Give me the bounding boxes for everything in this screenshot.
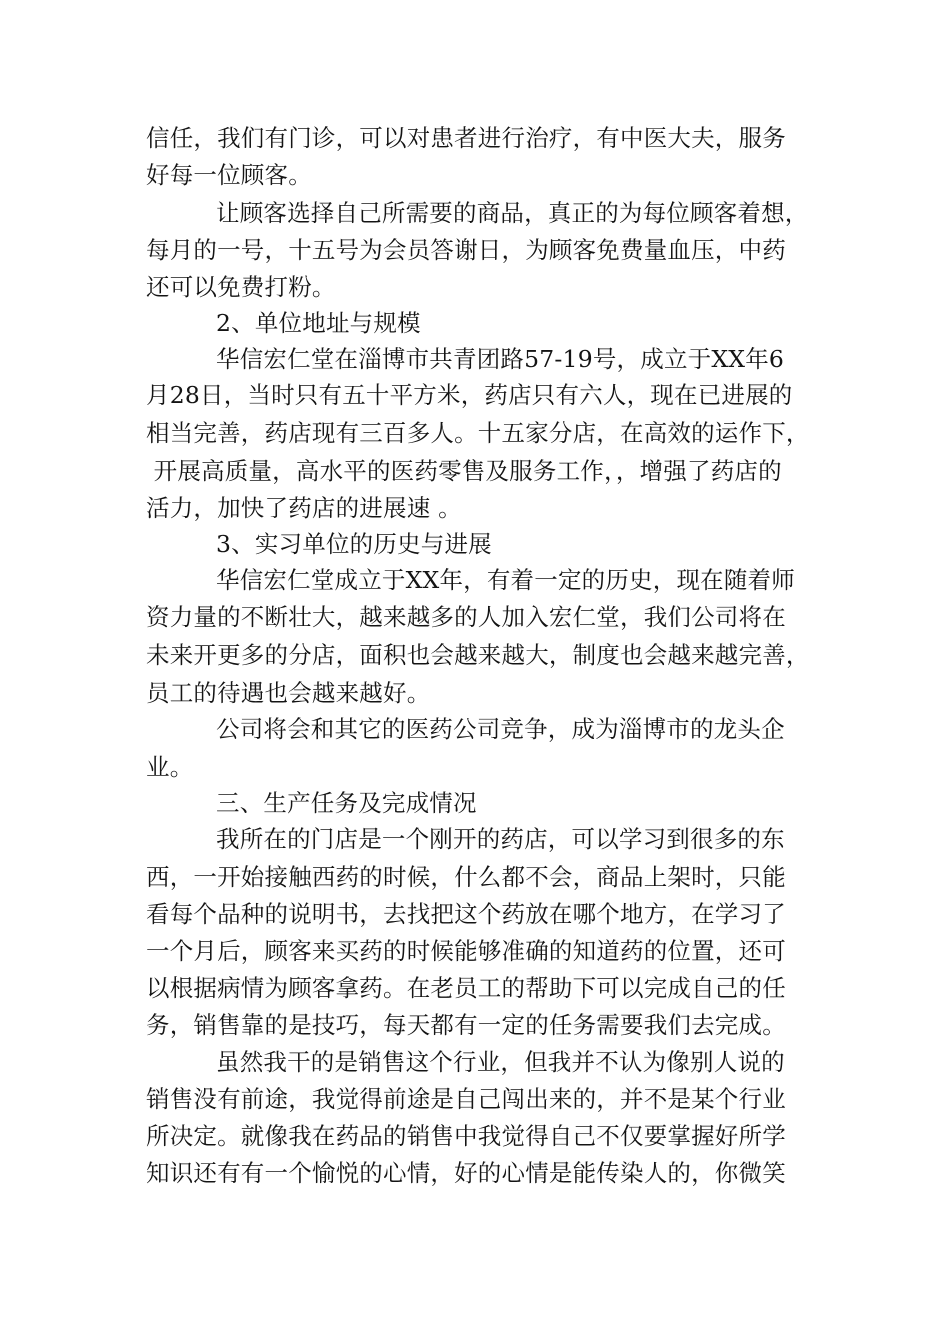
text-line: 所决定。就像我在药品的销售中我觉得自己不仅要掌握好所学 — [146, 1122, 786, 1150]
text-line: 开展高质量，高水平的医药零售及服务工作，，增强了药店的 — [146, 457, 782, 485]
text-line: 一个月后，顾客来买药的时候能够准确的知道药的位置，还可 — [146, 937, 786, 965]
text-line: 务，销售靠的是技巧，每天都有一定的任务需要我们去完成。 — [146, 1011, 786, 1039]
text-line: 未来开更多的分店，面积也会越来越大，制度也会越来越完善， — [146, 641, 810, 669]
text-line: 活力，加快了药店的进展速 。 — [146, 494, 462, 522]
text-line: 华信宏仁堂在淄博市共青团路57-19号，成立于XX年6 — [216, 345, 785, 373]
text-line: 每月的一号，十五号为会员答谢日，为顾客免费量血压，中药 — [146, 236, 786, 264]
text-line: 看每个品种的说明书，去找把这个药放在哪个地方，在学习了 — [146, 900, 786, 928]
text-line: 华信宏仁堂成立于XX年，有着一定的历史，现在随着师 — [216, 566, 795, 594]
text-line: 业。 — [146, 753, 194, 781]
text-line: 销售没有前途，我觉得前途是自己闯出来的，并不是某个行业 — [146, 1085, 786, 1113]
text-line: 还可以免费打粉。 — [146, 273, 336, 301]
text-line: 信任，我们有门诊，可以对患者进行治疗，有中医大夫，服务 — [146, 124, 786, 152]
text-line: 好每一位顾客。 — [146, 161, 312, 189]
text-line: 资力量的不断壮大，越来越多的人加入宏仁堂，我们公司将在 — [146, 603, 786, 631]
text-line: 以根据病情为顾客拿药。在老员工的帮助下可以完成自己的任 — [146, 974, 786, 1002]
text-line: 月28日，当时只有五十平方米，药店只有六人，现在已进展的 — [146, 381, 793, 409]
text-line: 我所在的门店是一个刚开的药店，可以学习到很多的东 — [216, 825, 785, 853]
text-line: 相当完善，药店现有三百多人。十五家分店，在高效的运作下， — [146, 419, 810, 447]
section-heading: 2、单位地址与规模 — [216, 309, 421, 337]
text-line: 西，一开始接触西药的时候，什么都不会，商品上架时，只能 — [146, 863, 786, 891]
text-line: 知识还有有一个愉悦的心情，好的心情是能传染人的，你微笑 — [146, 1159, 786, 1187]
text-line: 让顾客选择自己所需要的商品，真正的为每位顾客着想， — [216, 199, 809, 227]
text-line: 虽然我干的是销售这个行业，但我并不认为像别人说的 — [216, 1048, 785, 1076]
text-line: 员工的待遇也会越来越好。 — [146, 679, 431, 707]
section-heading: 3、实习单位的历史与进展 — [216, 530, 492, 558]
section-heading: 三、生产任务及完成情况 — [216, 789, 477, 817]
text-line: 公司将会和其它的医药公司竞争，成为淄博市的龙头企 — [216, 715, 785, 743]
